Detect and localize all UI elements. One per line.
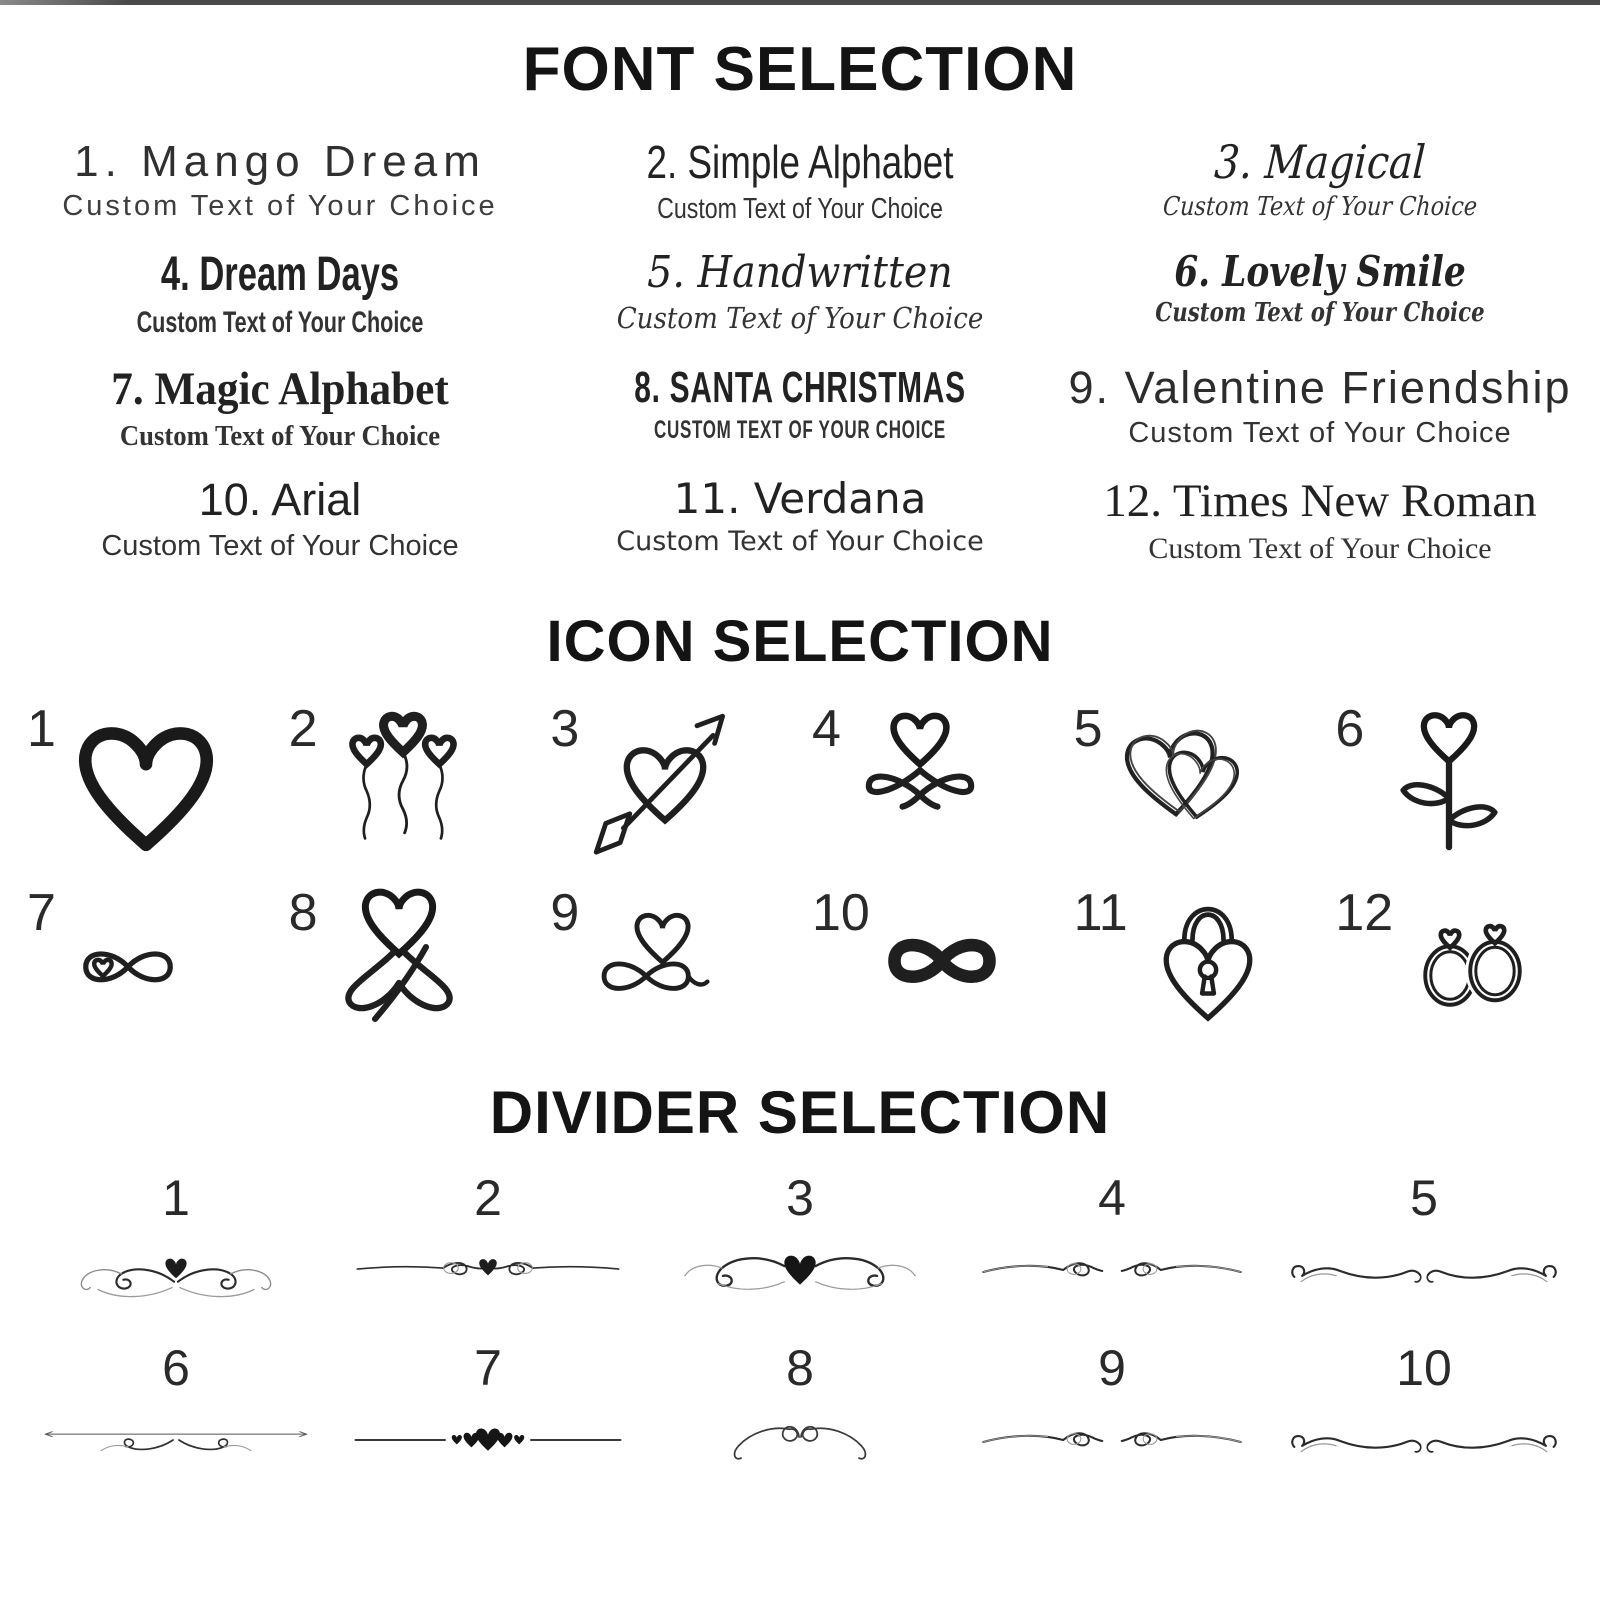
font-sample-text: CUSTOM TEXT OF YOUR CHOICE — [654, 416, 946, 445]
divider-option-1 — [20, 1170, 332, 1309]
font-name-text: Dream Days — [199, 248, 400, 302]
icon-option-12 — [1323, 881, 1585, 1031]
divider-number: 3 — [786, 1170, 814, 1227]
flourish-large-heart-divider — [653, 1231, 947, 1309]
font-number: 7. — [111, 363, 144, 416]
divider-selection-title: DIVIDER SELECTION — [489, 1079, 1111, 1147]
font-name-text: SANTA CHRISTMAS — [669, 363, 966, 413]
font-option-valentine-friendship — [1060, 363, 1580, 453]
icon-number: 3 — [550, 700, 580, 759]
font-name-text: Magic Alphabet — [154, 363, 449, 416]
heart-padlock-icon — [1134, 881, 1282, 1029]
icon-option-10 — [800, 881, 1062, 1031]
wedding-rings-hearts-icon — [1399, 881, 1549, 1031]
font-sample-text: Custom Text of Your Choice — [616, 525, 984, 557]
font-sample-text: Custom Text of Your Choice — [616, 300, 984, 335]
font-name-text: Valentine Friendship — [1124, 362, 1572, 414]
font-option-magical — [1060, 137, 1580, 226]
font-name-text: Mango Dream — [141, 137, 486, 186]
font-name-text: Simple Alphabet — [687, 136, 954, 188]
font-option-verdana — [540, 475, 1060, 567]
divider-option-6 — [20, 1340, 332, 1479]
font-name — [1060, 475, 1580, 528]
divider-number: 5 — [1410, 1170, 1438, 1227]
curly-flourish-divider — [653, 1401, 947, 1479]
divider-number: 9 — [1098, 1340, 1126, 1397]
thin-flourish-small-heart-divider — [341, 1231, 635, 1309]
icon-number: 7 — [27, 884, 56, 943]
font-options-grid — [20, 137, 1580, 567]
font-option-handwritten — [540, 248, 1060, 341]
divider-number: 4 — [1098, 1170, 1126, 1227]
divider-option-5 — [1268, 1170, 1580, 1309]
icon-number: 9 — [550, 884, 580, 943]
icon-option-1 — [15, 697, 277, 865]
icon-option-11 — [1062, 881, 1324, 1031]
icon-option-4 — [800, 697, 1062, 865]
font-name — [20, 137, 540, 186]
divider-option-8 — [644, 1340, 956, 1479]
infinity-heart-top-icon — [585, 881, 721, 1017]
font-sample-text: Custom Text of Your Choice — [1148, 532, 1492, 566]
icon-number: 4 — [811, 700, 841, 759]
font-name — [20, 475, 540, 525]
font-name-text: Arial — [271, 474, 362, 526]
font-name — [540, 475, 1060, 522]
icon-number: 5 — [1073, 700, 1103, 759]
font-number: 2. — [646, 136, 678, 188]
icon-option-7 — [15, 881, 277, 1031]
heart-balloons-icon — [324, 697, 482, 855]
font-number: 9. — [1068, 362, 1111, 414]
divider-option-3 — [644, 1170, 956, 1309]
font-number: 3. — [1213, 135, 1255, 189]
icon-number: 10 — [811, 884, 870, 943]
font-name — [1095, 137, 1545, 189]
top-border-line — [0, 0, 1600, 5]
font-name — [623, 363, 977, 412]
divider-options-grid — [20, 1170, 1580, 1479]
font-selection-title: FONT SELECTION — [522, 35, 1078, 104]
curved-flourish-diamond-divider — [1277, 1401, 1571, 1479]
curl-flourish-heart-divider — [29, 1231, 323, 1309]
divider-option-10 — [1268, 1340, 1580, 1479]
icon-option-6 — [1323, 697, 1585, 865]
font-name-text: Times New Roman — [1172, 475, 1537, 528]
font-name-text: Lovely Smile — [1222, 247, 1466, 297]
font-name — [41, 363, 519, 416]
swirl-flourish-diamond-divider — [965, 1401, 1259, 1479]
double-swirl-flourish-divider — [965, 1231, 1259, 1309]
font-sample-text: Custom Text of Your Choice — [101, 529, 459, 562]
divider-option-7 — [332, 1340, 644, 1479]
font-name — [1060, 363, 1580, 413]
heart-infinity-flourish-icon — [324, 881, 474, 1031]
font-name-text: Magical — [1263, 135, 1428, 189]
icon-number: 1 — [27, 700, 56, 759]
font-name — [566, 248, 1034, 297]
icon-number: 2 — [288, 700, 318, 759]
font-sample-text: Custom Text of Your Choice — [1162, 191, 1478, 222]
font-option-simple-alphabet — [540, 137, 1060, 226]
font-number: 4. — [160, 248, 190, 302]
icon-option-9 — [538, 881, 800, 1031]
font-number: 1. — [74, 137, 123, 186]
font-number: 10. — [198, 474, 262, 526]
icon-number: 6 — [1335, 700, 1365, 759]
font-number: 8. — [634, 363, 661, 413]
divider-number: 6 — [162, 1340, 190, 1397]
double-sketch-hearts-icon — [1109, 701, 1261, 853]
infinity-icon — [876, 887, 1008, 1019]
font-sample-text: Custom Text of Your Choice — [62, 190, 498, 223]
font-sample-text: Custom Text of Your Choice — [119, 419, 441, 452]
font-option-lovely-smile — [1060, 248, 1580, 341]
divider-option-9 — [956, 1340, 1268, 1479]
font-name — [592, 137, 1008, 189]
divider-option-4 — [956, 1170, 1268, 1309]
font-sample-text: Custom Text of Your Choice — [1155, 298, 1485, 329]
font-option-mango-dream — [20, 137, 540, 226]
divider-number: 1 — [162, 1170, 190, 1227]
divider-number: 7 — [474, 1340, 502, 1397]
font-name — [1107, 248, 1533, 295]
infinity-with-heart-icon — [62, 885, 194, 1017]
icon-selection-title: ICON SELECTION — [546, 609, 1054, 675]
icon-number: 11 — [1073, 884, 1128, 943]
icon-option-3 — [538, 697, 800, 865]
icon-options-grid — [15, 697, 1585, 1031]
heart-with-arrow-icon — [585, 697, 745, 857]
divider-number: 10 — [1396, 1340, 1452, 1397]
font-option-dream-days — [20, 248, 540, 341]
font-option-magic-alphabet — [20, 363, 540, 453]
font-name — [93, 248, 467, 302]
line-swirl-ornament-divider — [29, 1401, 323, 1479]
divider-number: 2 — [474, 1170, 502, 1227]
font-sample-text: Custom Text of Your Choice — [657, 192, 943, 225]
divider-number: 8 — [786, 1340, 814, 1397]
font-name-text: Verdana — [753, 474, 927, 524]
icon-option-2 — [277, 697, 539, 865]
heart-infinity-bow-icon — [847, 703, 993, 849]
font-option-arial — [20, 475, 540, 567]
icon-number: 8 — [288, 884, 318, 943]
heart-outline-icon — [62, 697, 230, 865]
icon-option-5 — [1062, 697, 1324, 865]
font-option-santa-christmas — [540, 363, 1060, 453]
font-sample-text: Custom Text of Your Choice — [1128, 417, 1512, 450]
font-option-times-new-roman — [1060, 475, 1580, 567]
curved-flourish-divider — [1277, 1231, 1571, 1309]
font-number: 6. — [1174, 247, 1211, 297]
font-name-text: Handwritten — [697, 247, 953, 299]
font-number: 5. — [647, 247, 685, 299]
heart-flower-icon — [1370, 697, 1528, 855]
font-sample-text: Custom Text of Your Choice — [136, 306, 424, 340]
divider-option-2 — [332, 1170, 644, 1309]
icon-option-8 — [277, 881, 539, 1031]
font-number: 11. — [673, 474, 741, 524]
icon-number: 12 — [1335, 884, 1394, 943]
line-with-hearts-divider — [341, 1401, 635, 1479]
font-number: 12. — [1103, 475, 1162, 528]
